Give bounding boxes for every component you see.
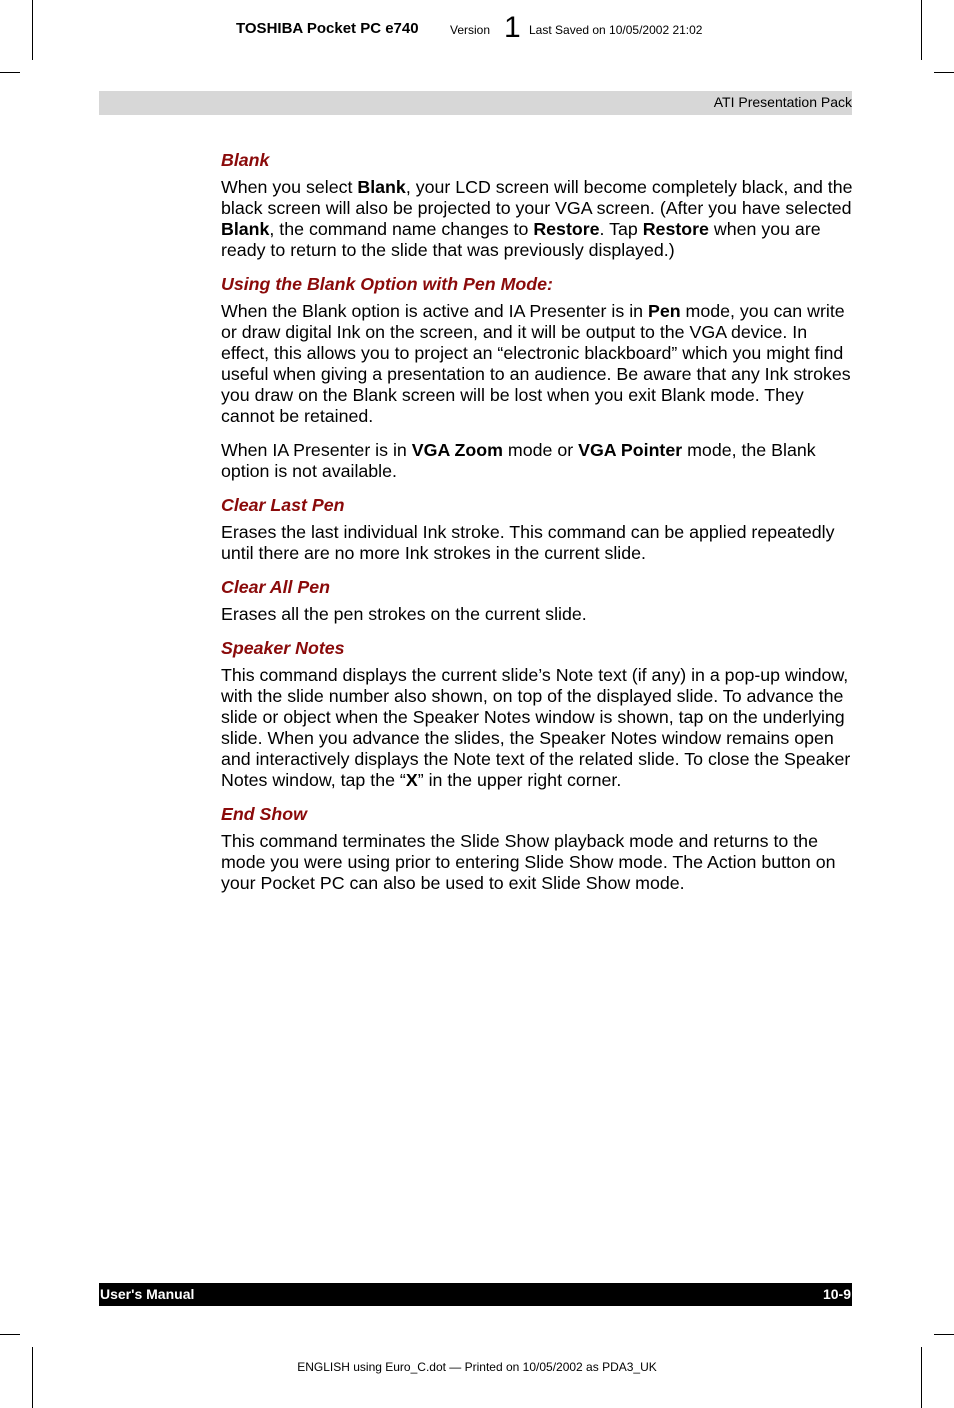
body-paragraph <box>221 522 853 564</box>
crop-mark <box>32 1347 33 1408</box>
print-meta-top <box>236 11 836 44</box>
section-heading: Speaker Notes <box>221 638 345 658</box>
text-run: , the command name changes to <box>269 219 534 239</box>
product-name: TOSHIBA Pocket PC e740 <box>236 20 419 37</box>
section-heading: Blank <box>221 150 270 170</box>
section <box>221 804 853 894</box>
body-paragraph <box>221 301 853 427</box>
crop-mark <box>0 1334 20 1335</box>
text-run: mode, you can write or draw digital Ink on the screen, and it will be output to the VGA device. In effect, this allows you to project an “electronic blackboard” which you might find useful when giving a presentation to an audience. Be aware that any Ink strokes you draw on the Blank screen will be lost when you exit Blank mode. They cannot be retained. <box>221 301 851 426</box>
bold-term: VGA Zoom <box>411 440 503 460</box>
footer-bar <box>99 1283 852 1306</box>
body-paragraph <box>221 440 853 482</box>
crop-mark <box>921 1347 922 1408</box>
section <box>221 577 853 625</box>
bold-term: Restore <box>642 219 709 239</box>
text-run: This command displays the current slide’s Note text (if any) in a pop-up window, with the slide number also shown, on top of the displayed slide. To advance the slide or object when the Speaker Notes window is shown, tap on the underlying slide. When you advance the slides, the Speaker Notes window remains open and interactively displays the Note text of the related slide. To close the Speaker Notes window, tap the “ <box>221 665 851 790</box>
bold-term: VGA Pointer <box>578 440 683 460</box>
text-run: When IA Presenter is in <box>221 440 412 460</box>
text-run: When the Blank option is active and IA Presenter is in <box>221 301 648 321</box>
text-run: When you select <box>221 177 358 197</box>
section-heading: End Show <box>221 804 307 824</box>
body-paragraph <box>221 177 853 261</box>
body-paragraph <box>221 604 853 625</box>
section-heading: Clear Last Pen <box>221 495 345 515</box>
text-run: . Tap <box>599 219 643 239</box>
section <box>221 638 853 791</box>
bold-term: Blank <box>357 177 406 197</box>
text-run: , your LCD screen will become completely black, and the black screen will also be projected to your VGA screen. (After you have selected <box>221 177 853 218</box>
bold-term: Pen <box>647 301 681 321</box>
section <box>221 495 853 564</box>
page-content <box>221 150 853 907</box>
version-number: 1 <box>504 11 521 44</box>
crop-mark <box>32 0 33 60</box>
section-heading: Clear All Pen <box>221 577 331 597</box>
running-header: ATI Presentation Pack <box>99 91 852 115</box>
text-run: ” in the upper right corner. <box>417 770 622 790</box>
footer-manual-title: User's Manual <box>100 1286 195 1302</box>
text-run: This command terminates the Slide Show playback mode and returns to the mode you were using prior to entering Slide Show mode. The Action button on your Pocket PC can also be used to exit Slide Show mode. <box>221 831 836 893</box>
crop-mark <box>934 1334 954 1335</box>
text-run: when you are ready to return to the slide that was previously displayed.) <box>221 219 821 260</box>
bold-term: Blank <box>221 219 270 239</box>
body-paragraph <box>221 665 853 791</box>
crop-mark <box>934 72 954 73</box>
bold-term: X <box>405 770 418 790</box>
page-number: 10-9 <box>822 1286 851 1302</box>
bold-term: Restore <box>533 219 600 239</box>
text-run: Erases all the pen strokes on the current slide. <box>221 604 587 624</box>
section <box>221 274 853 482</box>
text-run: mode or <box>502 440 579 460</box>
body-paragraph <box>221 831 853 894</box>
text-run: Erases the last individual Ink stroke. This command can be applied repeatedly until there are no more Ink strokes in the current slide. <box>221 522 835 563</box>
crop-mark <box>921 0 922 60</box>
crop-mark <box>0 72 20 73</box>
section <box>221 150 853 261</box>
print-meta-bottom: ENGLISH using Euro_C.dot — Printed on 10/05/2002 as PDA3_UK <box>297 1360 657 1374</box>
version-label: Version <box>450 23 491 37</box>
section-heading: Using the Blank Option with Pen Mode: <box>221 274 553 294</box>
last-saved: Last Saved on 10/05/2002 21:02 <box>529 23 703 37</box>
text-run: mode, the Blank option is not available. <box>221 440 816 481</box>
